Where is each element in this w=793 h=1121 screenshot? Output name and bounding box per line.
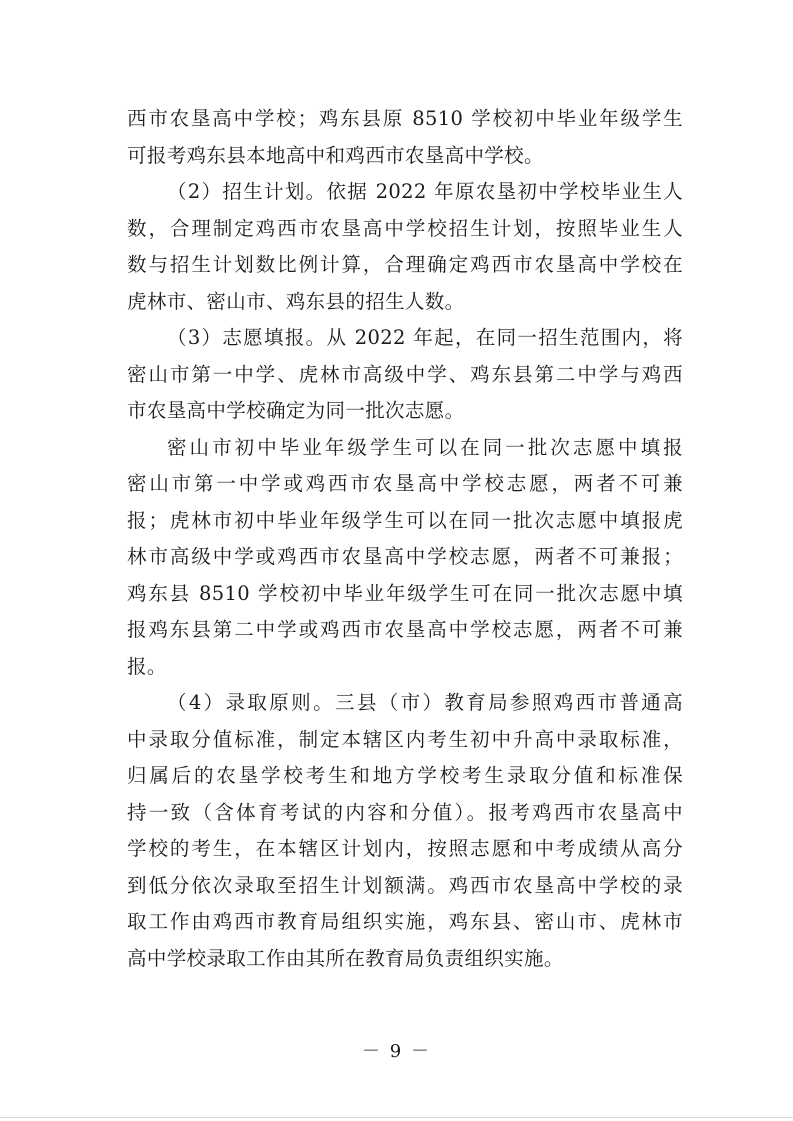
page-bottom-edge: [0, 1117, 793, 1118]
paragraph: [127, 685, 683, 977]
text-line: 密山市初中毕业年级学生可以在同一批次志愿中填报: [167, 435, 683, 459]
text-line: 学校的考生，在本辖区计划内，按照志愿和中考成绩从高分: [127, 837, 683, 860]
text-line: 高中学校录取工作由其所在教育局负责组织实施。: [127, 946, 564, 970]
text-line: 可报考鸡东县本地高中和鸡西市农垦高中学校。: [127, 143, 544, 167]
text-line: 密山市第一中学或鸡西市农垦高中学校志愿，两者不可兼: [127, 472, 683, 495]
text-line: 归属后的农垦学校考生和地方学校考生录取分值和标准保: [127, 764, 683, 787]
text-line: 数，合理制定鸡西市农垦高中学校招生计划，按照毕业生人: [127, 216, 683, 240]
text-line: 报。: [127, 654, 167, 678]
text-line: 取工作由鸡西市教育局组织实施，鸡东县、密山市、虎林市: [127, 910, 683, 933]
text-line: （3）志愿填报。从 2022 年起，在同一招生范围内，将: [167, 326, 683, 349]
text-line: 密山市第一中学、虎林市高级中学、鸡东县第二中学与鸡西: [127, 362, 683, 386]
text-line: 中录取分值标准，制定本辖区内考生初中升高中录取标准，: [127, 727, 683, 751]
text-line: 林市高级中学或鸡西市农垦高中学校志愿，两者不可兼报；: [127, 545, 683, 568]
text-line: 报；虎林市初中毕业年级学生可以在同一批次志愿中填报虎: [127, 508, 683, 532]
text-line: 市农垦高中学校确定为同一批次志愿。: [127, 399, 465, 422]
text-line: 报鸡东县第二中学或鸡西市农垦高中学校志愿，两者不可兼: [127, 618, 683, 641]
document-body: [127, 101, 683, 977]
paragraph: [127, 101, 683, 174]
text-line: （2）招生计划。依据 2022 年原农垦初中学校毕业生人: [167, 180, 683, 203]
text-line: 西市农垦高中学校；鸡东县原 8510 学校初中毕业年级学生: [127, 107, 683, 130]
paragraph: [127, 320, 683, 430]
page-number: － 9 －: [362, 1041, 431, 1062]
text-line: 数与招生计划数比例计算，合理确定鸡西市农垦高中学校在: [127, 253, 683, 276]
text-line: 鸡东县 8510 学校初中毕业年级学生可在同一批次志愿中填: [127, 581, 683, 605]
text-line: 到低分依次录取至招生计划额满。鸡西市农垦高中学校的录: [127, 873, 683, 897]
paragraph: [127, 174, 683, 320]
text-line: 虎林市、密山市、鸡东县的招生人数。: [127, 289, 465, 313]
text-line: 持一致（含体育考试的内容和分值）。报考鸡西市农垦高中: [127, 800, 683, 824]
text-line: （4）录取原则。三县（市）教育局参照鸡西市普通高: [167, 691, 683, 714]
paragraph: [127, 430, 683, 686]
